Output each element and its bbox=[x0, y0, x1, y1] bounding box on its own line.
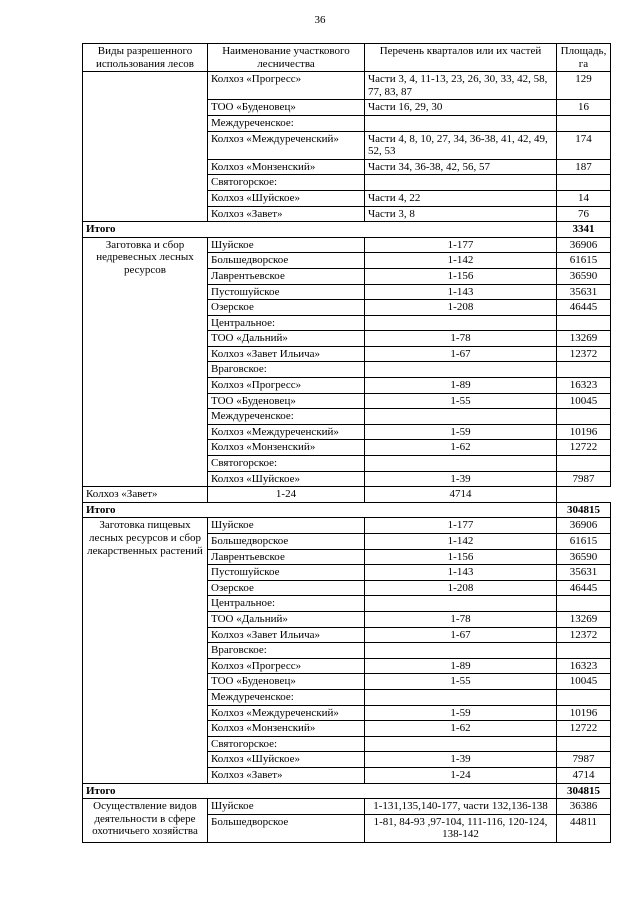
forestry-name-cell: Святогорское: bbox=[208, 175, 365, 191]
area-cell: 16323 bbox=[557, 378, 611, 394]
quarters-cell: 1-24 bbox=[365, 767, 557, 783]
forestry-name-cell: Колхоз «Монзенский» bbox=[208, 440, 365, 456]
forestry-name-cell: Колхоз «Завет Ильича» bbox=[208, 346, 365, 362]
table-header-row bbox=[83, 44, 611, 72]
area-cell: 12722 bbox=[557, 440, 611, 456]
forestry-name-cell: ТОО «Дальний» bbox=[208, 611, 365, 627]
forestry-name-cell: Колхоз «Монзенский» bbox=[208, 159, 365, 175]
forestry-name-cell: Шуйское bbox=[208, 799, 365, 815]
area-cell bbox=[557, 115, 611, 131]
table-row bbox=[83, 518, 611, 534]
quarters-cell: 1-143 bbox=[365, 565, 557, 581]
forestry-name-cell: Шуйское bbox=[208, 518, 365, 534]
area-cell bbox=[557, 362, 611, 378]
forestry-name-cell: Колхоз «Междуреченский» bbox=[208, 424, 365, 440]
quarters-cell bbox=[365, 689, 557, 705]
forestry-name-cell: Большедворское bbox=[208, 814, 365, 842]
area-cell: 36906 bbox=[557, 518, 611, 534]
total-value: 304815 bbox=[557, 783, 611, 799]
area-cell bbox=[557, 409, 611, 425]
forestry-name-cell: Колхоз «Шуйское» bbox=[208, 752, 365, 768]
quarters-cell: 1-89 bbox=[365, 378, 557, 394]
forestry-name-cell: Центральное: bbox=[208, 315, 365, 331]
forestry-name-cell: ТОО «Буденовец» bbox=[208, 393, 365, 409]
forestry-name-cell: Колхоз «Междуреченский» bbox=[208, 131, 365, 159]
forestry-name-cell: Озерское bbox=[208, 300, 365, 316]
total-label: Итого bbox=[83, 502, 557, 518]
area-cell: 10196 bbox=[557, 705, 611, 721]
forestry-name-cell: Центральное: bbox=[208, 596, 365, 612]
quarters-cell: 1-24 bbox=[208, 487, 365, 503]
use-type-cell: Заготовка и сбор недревесных лесных ресурсов bbox=[83, 237, 208, 487]
quarters-cell bbox=[365, 456, 557, 472]
forestry-name-cell: Междуреченское: bbox=[208, 115, 365, 131]
area-cell: 10045 bbox=[557, 674, 611, 690]
table-row bbox=[83, 799, 611, 815]
header-area: Площадь, га bbox=[557, 44, 611, 72]
forestry-name-cell: Колхоз «Прогресс» bbox=[208, 658, 365, 674]
area-cell: 61615 bbox=[557, 253, 611, 269]
forestry-name-cell: Святогорское: bbox=[208, 456, 365, 472]
area-cell bbox=[557, 315, 611, 331]
header-quarters: Перечень кварталов или их частей bbox=[365, 44, 557, 72]
quarters-cell: 1-177 bbox=[365, 237, 557, 253]
quarters-cell: 1-208 bbox=[365, 300, 557, 316]
area-cell: 36590 bbox=[557, 268, 611, 284]
forestry-name-cell: Пустошуйское bbox=[208, 565, 365, 581]
quarters-cell bbox=[365, 362, 557, 378]
forestry-name-cell: Лаврентьевское bbox=[208, 268, 365, 284]
forestry-name-cell: Колхоз «Шуйское» bbox=[208, 471, 365, 487]
total-row bbox=[83, 222, 611, 238]
forestry-name-cell: Колхоз «Завет» bbox=[208, 206, 365, 222]
area-cell bbox=[557, 689, 611, 705]
quarters-cell: Части 3, 8 bbox=[365, 206, 557, 222]
forestry-name-cell: Колхоз «Шуйское» bbox=[208, 190, 365, 206]
area-cell bbox=[557, 175, 611, 191]
forestry-name-cell: Междуреченское: bbox=[208, 689, 365, 705]
quarters-cell: 1-143 bbox=[365, 284, 557, 300]
quarters-cell: 1-78 bbox=[365, 611, 557, 627]
total-value: 3341 bbox=[557, 222, 611, 238]
forestry-name-cell: ТОО «Буденовец» bbox=[208, 100, 365, 116]
forestry-name-cell: Колхоз «Завет» bbox=[83, 487, 208, 503]
area-cell: 36906 bbox=[557, 237, 611, 253]
page-number: 36 bbox=[314, 14, 326, 26]
forestry-name-cell: Пустошуйское bbox=[208, 284, 365, 300]
area-cell bbox=[557, 736, 611, 752]
area-cell: 187 bbox=[557, 159, 611, 175]
quarters-cell bbox=[365, 315, 557, 331]
quarters-cell: 1-67 bbox=[365, 346, 557, 362]
header-use-type: Виды разрешенного использования лесов bbox=[83, 44, 208, 72]
header-forestry-name: Наименование участкового лесничества bbox=[208, 44, 365, 72]
forestry-name-cell: Междуреченское: bbox=[208, 409, 365, 425]
quarters-cell: 1-67 bbox=[365, 627, 557, 643]
area-cell: 4714 bbox=[557, 767, 611, 783]
forestry-name-cell: Колхоз «Прогресс» bbox=[208, 72, 365, 100]
quarters-cell: 1-89 bbox=[365, 658, 557, 674]
area-cell: 61615 bbox=[557, 534, 611, 550]
use-type-cell: Осуществление видов деятельности в сфере охотничьего хозяйства bbox=[83, 799, 208, 843]
quarters-cell: 1-81, 84-93 ,97-104, 111-116, 120-124, 138-142 bbox=[365, 814, 557, 842]
quarters-cell bbox=[365, 643, 557, 659]
quarters-cell: 1-156 bbox=[365, 268, 557, 284]
area-cell: 14 bbox=[557, 190, 611, 206]
area-cell: 7987 bbox=[557, 752, 611, 768]
forestry-name-cell: Лаврентьевское bbox=[208, 549, 365, 565]
quarters-cell: 1-177 bbox=[365, 518, 557, 534]
use-type-cell: Заготовка пищевых лесных ресурсов и сбор лекарственных растений bbox=[83, 518, 208, 783]
area-cell: 174 bbox=[557, 131, 611, 159]
area-cell: 12372 bbox=[557, 627, 611, 643]
area-cell bbox=[557, 596, 611, 612]
area-cell: 35631 bbox=[557, 284, 611, 300]
area-cell: 36386 bbox=[557, 799, 611, 815]
area-cell: 13269 bbox=[557, 611, 611, 627]
quarters-cell: Части 3, 4, 11-13, 23, 26, 30, 33, 42, 58, 77, 83, 87 bbox=[365, 72, 557, 100]
forestry-name-cell: Враговское: bbox=[208, 362, 365, 378]
area-cell: 16 bbox=[557, 100, 611, 116]
forestry-name-cell: Шуйское bbox=[208, 237, 365, 253]
quarters-cell: Части 16, 29, 30 bbox=[365, 100, 557, 116]
quarters-cell: 1-55 bbox=[365, 393, 557, 409]
quarters-cell: 1-39 bbox=[365, 752, 557, 768]
quarters-cell: 1-62 bbox=[365, 440, 557, 456]
quarters-cell: 1-142 bbox=[365, 253, 557, 269]
forestry-name-cell: Колхоз «Прогресс» bbox=[208, 378, 365, 394]
quarters-cell: 1-55 bbox=[365, 674, 557, 690]
quarters-cell: 1-59 bbox=[365, 705, 557, 721]
forestry-name-cell: Большедворское bbox=[208, 253, 365, 269]
area-cell: 12372 bbox=[557, 346, 611, 362]
area-cell: 76 bbox=[557, 206, 611, 222]
area-cell: 35631 bbox=[557, 565, 611, 581]
forestry-name-cell: ТОО «Дальний» bbox=[208, 331, 365, 347]
area-cell: 44811 bbox=[557, 814, 611, 842]
use-type-cell-continued bbox=[83, 72, 208, 222]
quarters-cell: 1-156 bbox=[365, 549, 557, 565]
total-value: 304815 bbox=[557, 502, 611, 518]
forestry-name-cell: Святогорское: bbox=[208, 736, 365, 752]
quarters-cell: 1-62 bbox=[365, 721, 557, 737]
area-cell: 4714 bbox=[365, 487, 557, 503]
area-cell: 10045 bbox=[557, 393, 611, 409]
quarters-cell: 1-59 bbox=[365, 424, 557, 440]
quarters-cell: 1-78 bbox=[365, 331, 557, 347]
area-cell: 46445 bbox=[557, 580, 611, 596]
quarters-cell bbox=[365, 175, 557, 191]
table-row bbox=[83, 487, 611, 503]
forestry-name-cell: Колхоз «Монзенский» bbox=[208, 721, 365, 737]
forestry-name-cell: Большедворское bbox=[208, 534, 365, 550]
quarters-cell: 1-142 bbox=[365, 534, 557, 550]
quarters-cell: 1-208 bbox=[365, 580, 557, 596]
area-cell bbox=[557, 456, 611, 472]
forestry-name-cell: Колхоз «Завет Ильича» bbox=[208, 627, 365, 643]
quarters-cell: Части 4, 8, 10, 27, 34, 36-38, 41, 42, 49, 52, 53 bbox=[365, 131, 557, 159]
quarters-cell bbox=[365, 409, 557, 425]
quarters-cell: Части 4, 22 bbox=[365, 190, 557, 206]
forestry-name-cell: Озерское bbox=[208, 580, 365, 596]
total-label: Итого bbox=[83, 222, 557, 238]
area-cell: 46445 bbox=[557, 300, 611, 316]
quarters-cell bbox=[365, 115, 557, 131]
forestry-name-cell: Колхоз «Междуреченский» bbox=[208, 705, 365, 721]
forestry-name-cell: Враговское: bbox=[208, 643, 365, 659]
area-cell: 12722 bbox=[557, 721, 611, 737]
forest-use-table bbox=[82, 43, 611, 843]
area-cell: 36590 bbox=[557, 549, 611, 565]
quarters-cell bbox=[365, 736, 557, 752]
table-row bbox=[83, 72, 611, 100]
forestry-name-cell: Колхоз «Завет» bbox=[208, 767, 365, 783]
quarters-cell: Части 34, 36-38, 42, 56, 57 bbox=[365, 159, 557, 175]
area-cell bbox=[557, 643, 611, 659]
quarters-cell bbox=[365, 596, 557, 612]
quarters-cell: 1-39 bbox=[365, 471, 557, 487]
total-row bbox=[83, 783, 611, 799]
table-row bbox=[83, 237, 611, 253]
area-cell: 10196 bbox=[557, 424, 611, 440]
area-cell: 7987 bbox=[557, 471, 611, 487]
total-label: Итого bbox=[83, 783, 557, 799]
quarters-cell: 1-131,135,140-177, части 132,136-138 bbox=[365, 799, 557, 815]
area-cell: 13269 bbox=[557, 331, 611, 347]
forestry-name-cell: ТОО «Буденовец» bbox=[208, 674, 365, 690]
area-cell: 129 bbox=[557, 72, 611, 100]
area-cell: 16323 bbox=[557, 658, 611, 674]
total-row bbox=[83, 502, 611, 518]
